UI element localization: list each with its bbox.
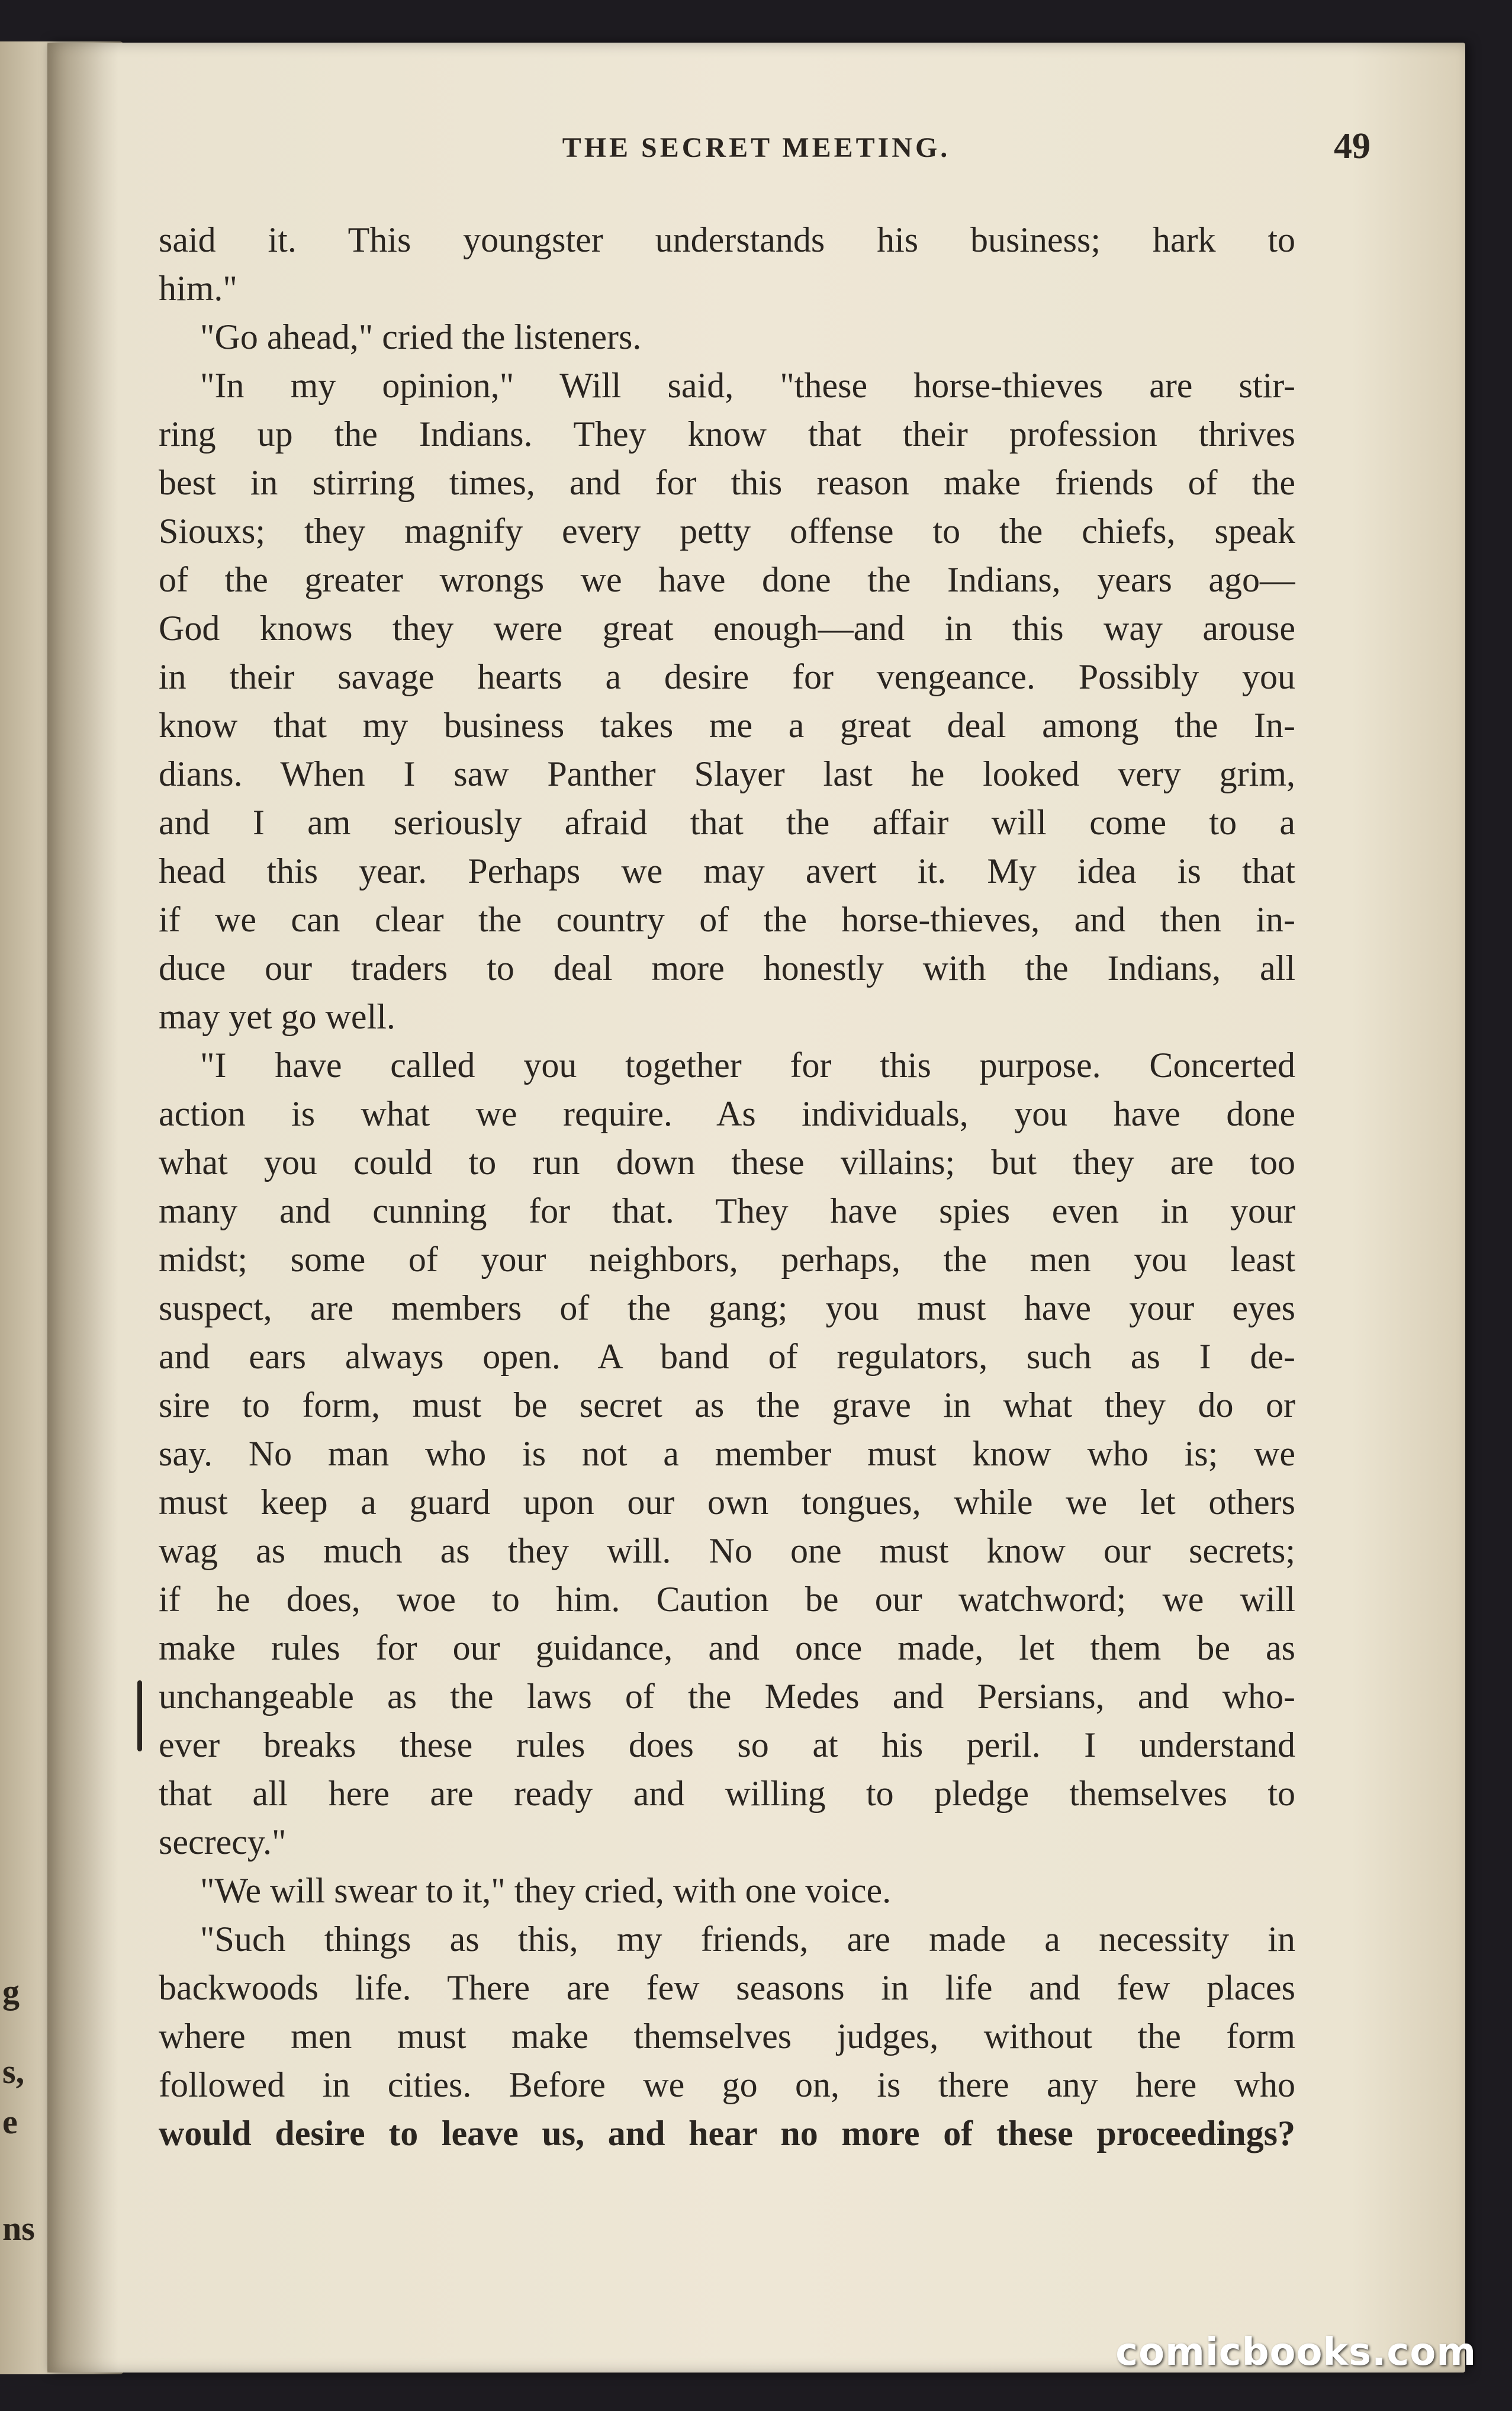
text-line: may yet go well. [159,997,395,1036]
text-line: that all here are ready and willing to pledge themselves to [159,1774,1295,1813]
text-line: in their savage hearts a desire for vengeance. Possibly you [159,657,1295,696]
text-line: said it. This youngster understands his business; hark to [159,220,1295,259]
text-line: unchangeable as the laws of the Medes and Persians, and who- [159,1677,1295,1716]
text-line: action is what we require. As individuals, you have done [159,1094,1295,1133]
text-line: ever breaks these rules does so at his peril. I understand [159,1725,1295,1764]
watermark: comicbooks.com [1115,2330,1476,2374]
text-line: must keep a guard upon our own tongues, while we let others [159,1483,1295,1522]
text-line: where men must make themselves judges, without the form [159,2017,1295,2056]
left-page-fragment: g [2,1972,20,2011]
text-line: what you could to run down these villains; but they are too [159,1143,1295,1182]
ink-bracket-mark [137,1680,142,1751]
text-line: him." [159,269,237,308]
text-line: head this year. Perhaps we may avert it. My idea is that [159,851,1295,891]
text-line: of the greater wrongs we have done the Indians, years ago— [159,560,1295,599]
text-line: would desire to leave us, and hear no more of these proceedings? [159,2114,1295,2153]
left-page-fragment: e [2,2103,18,2141]
text-line: "I have called you together for this purpose. Concerted [200,1046,1295,1085]
text-line: duce our traders to deal more honestly with the Indians, all [159,949,1295,988]
text-line: "Such things as this, my friends, are made a necessity in [200,1920,1295,1959]
text-line: and ears always open. A band of regulators, such as I de- [159,1337,1295,1376]
spine-shadow [47,43,118,2373]
text-line: wag as much as they will. No one must know our secrets; [159,1531,1295,1570]
left-page-fragment: ns [2,2209,35,2248]
text-line: ring up the Indians. They know that their profession thrives [159,414,1295,454]
text-line: sire to form, must be secret as the grave in what they do or [159,1385,1295,1425]
body-text [159,216,1295,2158]
left-page-fragment: s, [2,2052,25,2091]
text-line: if he does, woe to him. Caution be our watchword; we will [159,1580,1295,1619]
running-title: THE SECRET MEETING. [562,132,951,163]
text-line: backwoods life. There are few seasons in life and few places [159,1968,1295,2007]
book-page [47,43,1465,2373]
text-line: secrecy." [159,1822,287,1862]
text-line: Siouxs; they magnify every petty offense to the chiefs, speak [159,512,1295,551]
text-line: dians. When I saw Panther Slayer last he looked very grim, [159,754,1295,793]
page-number: 49 [1334,126,1371,166]
text-line: "In my opinion," Will said, "these horse-thieves are stir- [200,366,1295,405]
text-line: know that my business takes me a great deal among the In- [159,706,1295,745]
text-line: "We will swear to it," they cried, with one voice. [200,1871,892,1910]
running-head [47,126,1465,179]
text-line: best in stirring times, and for this reason make friends of the [159,463,1295,502]
text-line: say. No man who is not a member must know who is; we [159,1434,1295,1473]
text-line: followed in cities. Before we go on, is there any here who [159,2065,1295,2104]
text-line: suspect, are members of the gang; you must have your eyes [159,1288,1295,1327]
text-line: God knows they were great enough—and in this way arouse [159,609,1295,648]
text-line: many and cunning for that. They have spies even in your [159,1191,1295,1230]
text-line: and I am seriously afraid that the affair will come to a [159,803,1295,842]
text-line: midst; some of your neighbors, perhaps, the men you least [159,1240,1295,1279]
text-line: "Go ahead," cried the listeners. [200,317,642,356]
text-line: if we can clear the country of the horse-thieves, and then in- [159,900,1295,939]
text-line: make rules for our guidance, and once made, let them be as [159,1628,1295,1667]
